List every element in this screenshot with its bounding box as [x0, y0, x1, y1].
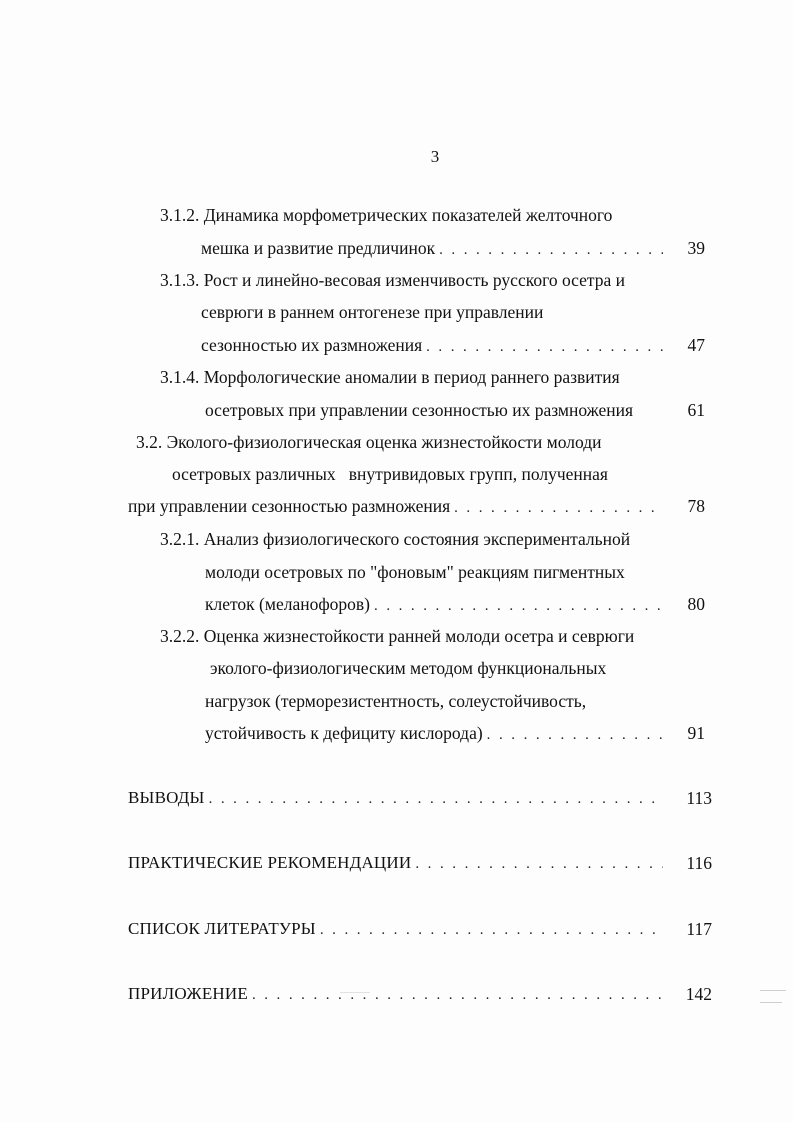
toc-entry-references: [128, 917, 669, 941]
toc-entry-text: мешка и развитие предличинок: [201, 238, 436, 258]
toc-page-3-1-3: 47: [687, 335, 705, 355]
toc-entry-text: ПРАКТИЧЕСКИЕ РЕКОМЕНДАЦИИ: [128, 853, 412, 872]
page-number: 3: [430, 147, 440, 166]
toc-page-3-2-2: 91: [687, 723, 705, 743]
toc-entry-3-2-line-2: осетровых различных внутривидовых групп, полученная: [172, 464, 608, 484]
toc-entry-3-1-3-line-1: 3.1.3. Рост и линейно-весовая изменчивость русского осетра и: [160, 270, 625, 290]
toc-entry-text: СПИСОК ЛИТЕРАТУРЫ: [128, 919, 316, 938]
toc-entry-3-2-line-1: 3.2. Эколого-физиологическая оценка жизнестойкости молоди: [136, 432, 602, 452]
scan-artifact: [340, 992, 370, 993]
toc-entry-3-2-2-line-3: нагрузок (терморезистентность, солеустойчивость,: [205, 691, 587, 711]
toc-page-appendix: 142: [685, 984, 712, 1004]
toc-entry-3-1-3-line-2: севрюги в раннем онтогенезе при управлении: [201, 302, 544, 322]
dot-leader: [209, 787, 663, 811]
toc-entry-text: клеток (меланофоров): [205, 594, 371, 614]
toc-entry-3-2-1-line-1: 3.2.1. Анализ физиологического состояния экспериментальной: [160, 529, 631, 549]
scan-artifact: [760, 1002, 782, 1003]
toc-entry-3-1-3-line-3: [201, 333, 669, 357]
dot-leader: [439, 238, 663, 262]
toc-entry-text: устойчивость к дефициту кислорода): [205, 723, 483, 743]
dot-leader: [454, 496, 663, 520]
toc-page-3-1-4: 61: [687, 400, 705, 420]
toc-page-3-2: 78: [687, 496, 705, 516]
toc-entry-3-2-1-line-3: [205, 592, 669, 616]
toc-entry-appendix: [128, 982, 669, 1006]
toc-entry-text: сезонностью их размножения: [201, 335, 423, 355]
toc-entry-3-2-2-line-1: 3.2.2. Оценка жизнестойкости ранней молоди осетра и севрюги: [160, 626, 635, 646]
toc-entry-recommendations: [128, 851, 669, 875]
dot-leader: [426, 335, 663, 359]
toc-entry-text: ПРИЛОЖЕНИЕ: [128, 984, 248, 1003]
toc-entry-3-1-2-line-1: 3.1.2. Динамика морфометрических показателей желточного: [160, 205, 613, 225]
toc-page-3-1-2: 39: [687, 238, 705, 258]
toc-entry-text: ВЫВОДЫ: [128, 788, 205, 807]
toc-page-recommendations: 116: [686, 853, 712, 873]
toc-page-references: 117: [686, 919, 712, 939]
toc-entry-conclusions: [128, 786, 669, 810]
toc-entry-3-1-2-line-2: [201, 236, 669, 260]
toc-entry-3-2-2-line-2: эколого-физиологическим методом функциональных: [210, 658, 607, 678]
toc-page-conclusions: 113: [686, 788, 712, 808]
dot-leader: [252, 983, 663, 1007]
dot-leader: [374, 594, 663, 618]
toc-entry-3-2-2-line-4: [205, 721, 669, 745]
toc-entry-3-1-4-line-1: 3.1.4. Морфологические аномалии в период раннего развития: [160, 367, 620, 387]
toc-entry-text: при управлении сезонностью размножения: [128, 496, 451, 516]
toc-entry-3-2-1-line-2: молоди осетровых по "фоновым" реакциям пигментных: [205, 562, 625, 582]
scan-artifact: [760, 990, 786, 991]
dot-leader: [320, 918, 663, 942]
dot-leader: [487, 723, 663, 747]
toc-page-3-2-1: 80: [687, 594, 705, 614]
toc-entry-3-1-4-line-2: осетровых при управлении сезонностью их размножения: [205, 400, 634, 420]
toc-entry-3-2-line-3: [128, 494, 669, 518]
dot-leader: [415, 852, 663, 876]
